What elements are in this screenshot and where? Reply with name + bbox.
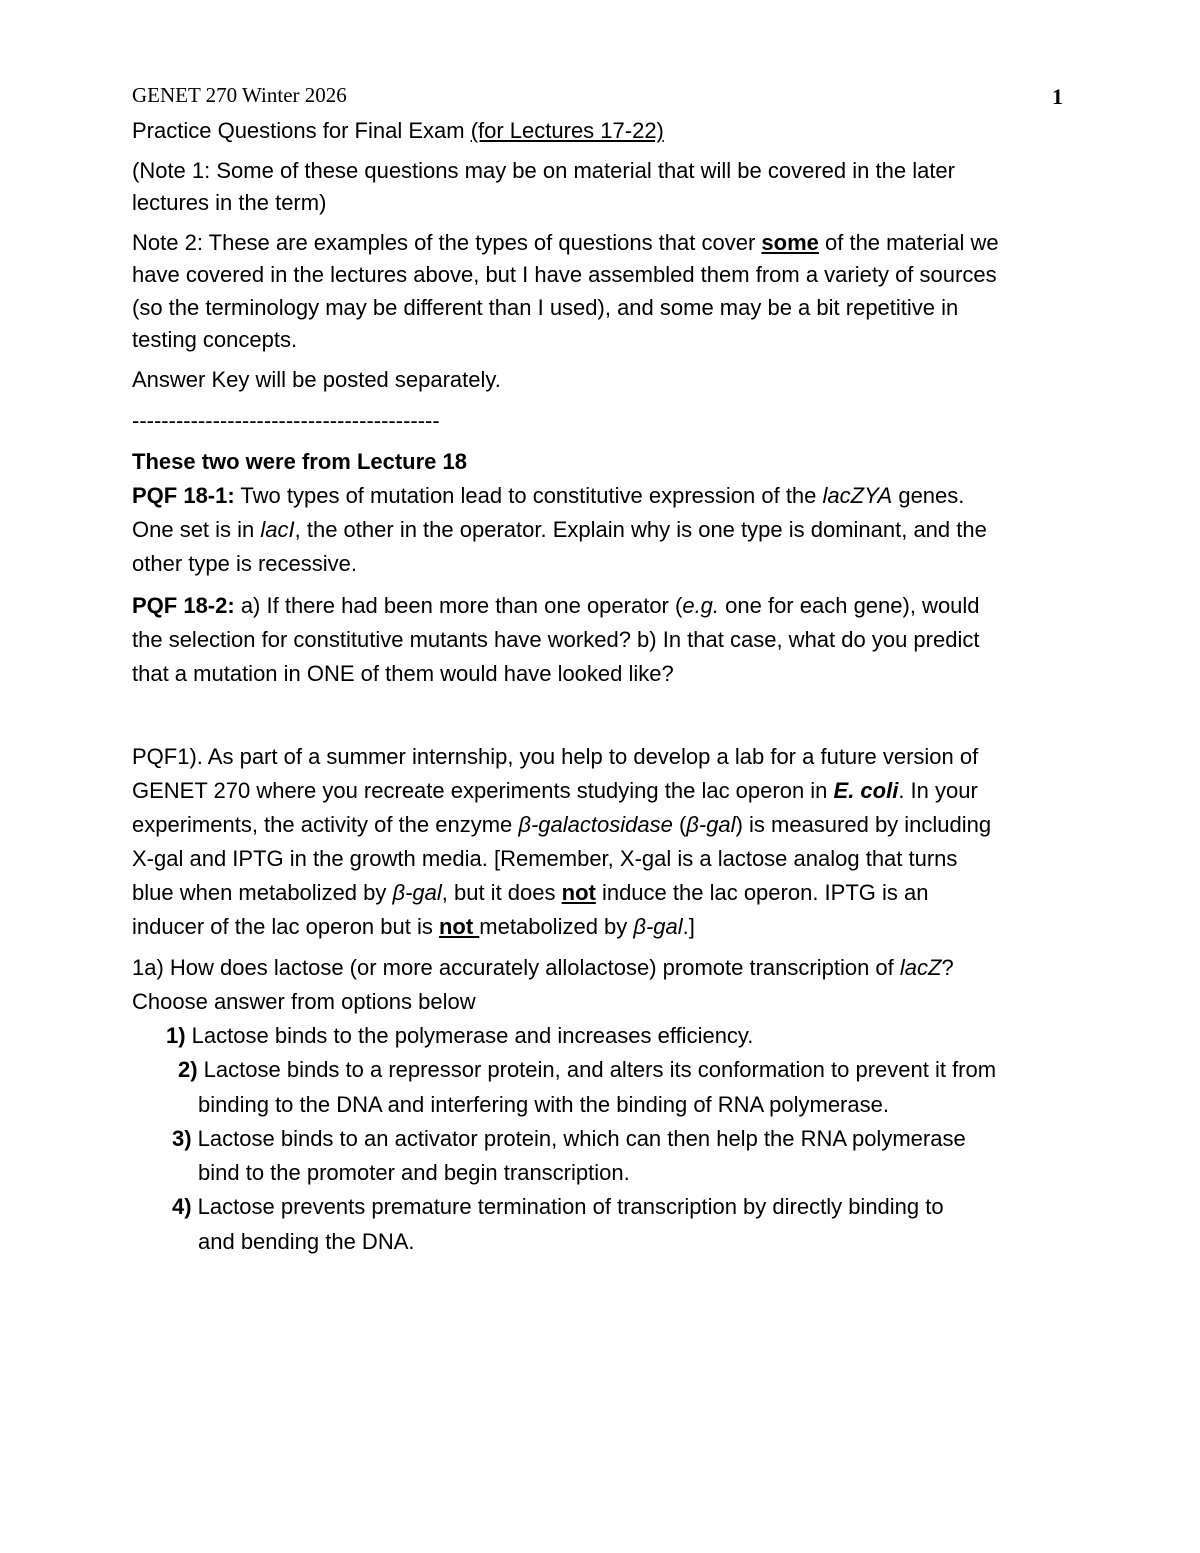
option-3-number: 3) <box>172 1126 192 1151</box>
note2-text-a: Note 2: These are examples of the types of questions that cover <box>132 230 762 255</box>
pqf18-2-line2: the selection for constitutive mutants have worked? b) In that case, what do you predict <box>132 627 980 652</box>
option-4-line2: and bending the DNA. <box>198 1229 415 1254</box>
pqf1-line2 <box>132 776 978 806</box>
pqf18-2-label: PQF 18-2: <box>132 593 235 618</box>
pqf18-2-line3: that a mutation in ONE of them would have looked like? <box>132 661 674 686</box>
note2-line3: (so the terminology may be different than I used), and some may be a bit repetitive in <box>132 295 959 320</box>
pqf18-1-text-d: , the other in the operator. Explain why is one type is dominant, and the <box>294 517 987 542</box>
pqf1-line6 <box>132 912 695 942</box>
option-2-text: Lactose binds to a repressor protein, and alters its conformation to prevent it from <box>197 1057 997 1082</box>
emphasis-not-2: not <box>438 914 480 939</box>
pqf1-line3 <box>132 810 991 840</box>
pqf18-1-label: PQF 18-1: <box>132 483 235 508</box>
pqf18-1-text-b: genes. <box>892 483 965 508</box>
enzyme-abbr: β-gal <box>686 812 736 837</box>
divider: ------------------------------------------ <box>132 408 440 433</box>
section-heading: These two were from Lecture 18 <box>132 449 467 474</box>
page-number: 1 <box>1052 84 1063 109</box>
q1a-line2: Choose answer from options below <box>132 989 476 1014</box>
pqf1-text-g: , but it does <box>441 880 562 905</box>
pqf1-text-d: ( <box>672 812 687 837</box>
option-2 <box>178 1055 996 1085</box>
pqf1-text-j: metabolized by <box>479 914 634 939</box>
note1-line2: lectures in the term) <box>132 190 327 215</box>
page-title <box>132 116 664 146</box>
gene-lacZYA: lacZYA <box>822 483 893 508</box>
pqf18-2-text-a: a) If there had been more than one operator ( <box>234 593 683 618</box>
gene-lacZ: lacZ <box>899 955 942 980</box>
enzyme-abbr-2: β-gal <box>392 880 442 905</box>
option-4-text: Lactose prevents premature termination of transcription by directly binding to <box>191 1194 944 1219</box>
pqf1-text-a: GENET 270 where you recreate experiments studying the lac operon in <box>132 778 834 803</box>
pqf1-text-h: induce the lac operon. IPTG is an <box>595 880 929 905</box>
pqf1-text-f: blue when metabolized by <box>132 880 393 905</box>
option-3 <box>172 1124 966 1154</box>
pqf18-1-line3: other type is recessive. <box>132 551 357 576</box>
option-4 <box>172 1192 944 1222</box>
pqf18-1-text-a: Two types of mutation lead to constitutive expression of the <box>234 483 823 508</box>
note2-line4: testing concepts. <box>132 327 298 352</box>
title-main: Practice Questions for Final Exam <box>132 118 471 143</box>
title-lectures: (for Lectures 17-22) <box>470 118 664 143</box>
q1a-text-b: ? <box>941 955 954 980</box>
option-3-line2: bind to the promoter and begin transcription. <box>198 1160 630 1185</box>
enzyme-abbr-3: β-gal <box>633 914 683 939</box>
option-3-text: Lactose binds to an activator protein, which can then help the RNA polymerase <box>191 1126 966 1151</box>
option-2-line2: binding to the DNA and interfering with the binding of RNA polymerase. <box>198 1092 889 1117</box>
pqf1-line5 <box>132 878 928 908</box>
pqf1-text-k: .] <box>682 914 695 939</box>
pqf18-2-eg: e.g. <box>682 593 720 618</box>
pqf1-text-e: ) is measured by including <box>735 812 992 837</box>
pqf1-text-c: experiments, the activity of the enzyme <box>132 812 519 837</box>
option-4-number: 4) <box>172 1194 192 1219</box>
pqf1-text-b: . In your <box>898 778 978 803</box>
answer-key-note: Answer Key will be posted separately. <box>132 367 501 392</box>
note1-line1: (Note 1: Some of these questions may be on material that will be covered in the later <box>132 158 955 183</box>
pqf18-2-line1 <box>132 591 980 621</box>
option-2-number: 2) <box>178 1057 198 1082</box>
pqf1-text-i: inducer of the lac operon but is <box>132 914 439 939</box>
species-e-coli: E. coli <box>833 778 899 803</box>
note2-line1 <box>132 228 999 258</box>
pqf18-1-line2 <box>132 515 987 545</box>
pqf1-line4: X-gal and IPTG in the growth media. [Remember, X-gal is a lactose analog that turns <box>132 846 958 871</box>
option-1-text: Lactose binds to the polymerase and increases efficiency. <box>185 1023 754 1048</box>
gene-lacI: lacI <box>260 517 295 542</box>
note2-text-b: of the material we <box>818 230 999 255</box>
note2-line2: have covered in the lectures above, but I have assembled them from a variety of sources <box>132 262 997 287</box>
pqf18-1-text-c: One set is in <box>132 517 261 542</box>
pqf18-1-line1 <box>132 481 964 511</box>
q1a-line1 <box>132 953 954 983</box>
option-1-number: 1) <box>166 1023 186 1048</box>
course-header: GENET 270 Winter 2026 <box>132 83 347 107</box>
enzyme-name: β-galactosidase <box>518 812 673 837</box>
q1a-text-a: 1a) How does lactose (or more accurately allolactose) promote transcription of <box>132 955 900 980</box>
pqf1-line1: PQF1). As part of a summer internship, you help to develop a lab for a future version of <box>132 744 979 769</box>
emphasis-not-1: not <box>561 880 596 905</box>
note2-some: some <box>761 230 819 255</box>
pqf18-2-text-b: one for each gene), would <box>719 593 980 618</box>
option-1 <box>166 1021 753 1051</box>
